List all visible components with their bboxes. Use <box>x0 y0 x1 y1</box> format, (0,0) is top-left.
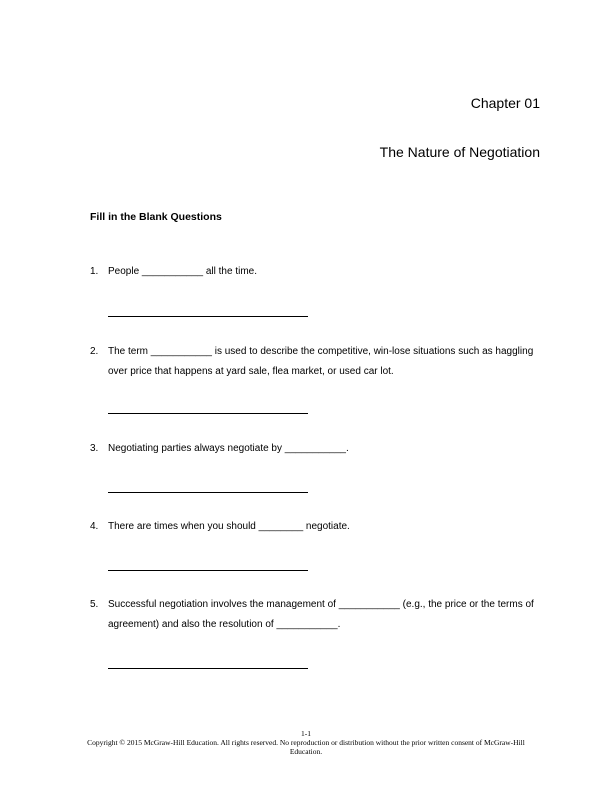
question-number: 1. <box>90 266 99 277</box>
question-number: 5. <box>90 599 99 610</box>
question-5 <box>90 595 540 635</box>
question-number: 3. <box>90 443 99 454</box>
chapter-title: The Nature of Negotiation <box>379 144 540 160</box>
answer-line-5 <box>108 668 308 669</box>
answer-line-1 <box>108 316 308 317</box>
question-text: Negotiating parties always negotiate by ___________. <box>108 443 349 454</box>
answer-line-4 <box>108 570 308 571</box>
question-2 <box>90 342 540 382</box>
answer-line-2 <box>108 413 308 414</box>
question-3 <box>90 439 540 459</box>
question-text: Successful negotiation involves the management of ___________ (e.g., the price or the terms of agreement) and also the resolution of ___________. <box>108 599 534 630</box>
section-heading: Fill in the Blank Questions <box>90 211 222 223</box>
answer-line-3 <box>108 492 308 493</box>
question-number: 2. <box>90 346 99 357</box>
copyright-notice: Copyright © 2015 McGraw-Hill Education. All rights reserved. No reproduction or distribution without the prior written consent of McGraw-Hill Education. <box>87 738 525 756</box>
question-4 <box>90 517 540 537</box>
question-text: People ___________ all the time. <box>108 266 258 277</box>
question-1 <box>90 262 540 282</box>
question-text: The term ___________ is used to describe the competitive, win-lose situations such as haggling over price that happens at yard sale, flea market, or used car lot. <box>108 346 534 377</box>
question-number: 4. <box>90 521 99 532</box>
question-text: There are times when you should ________ negotiate. <box>108 521 350 532</box>
chapter-number: Chapter 01 <box>470 95 540 111</box>
page-number: 1-1 <box>301 729 311 738</box>
